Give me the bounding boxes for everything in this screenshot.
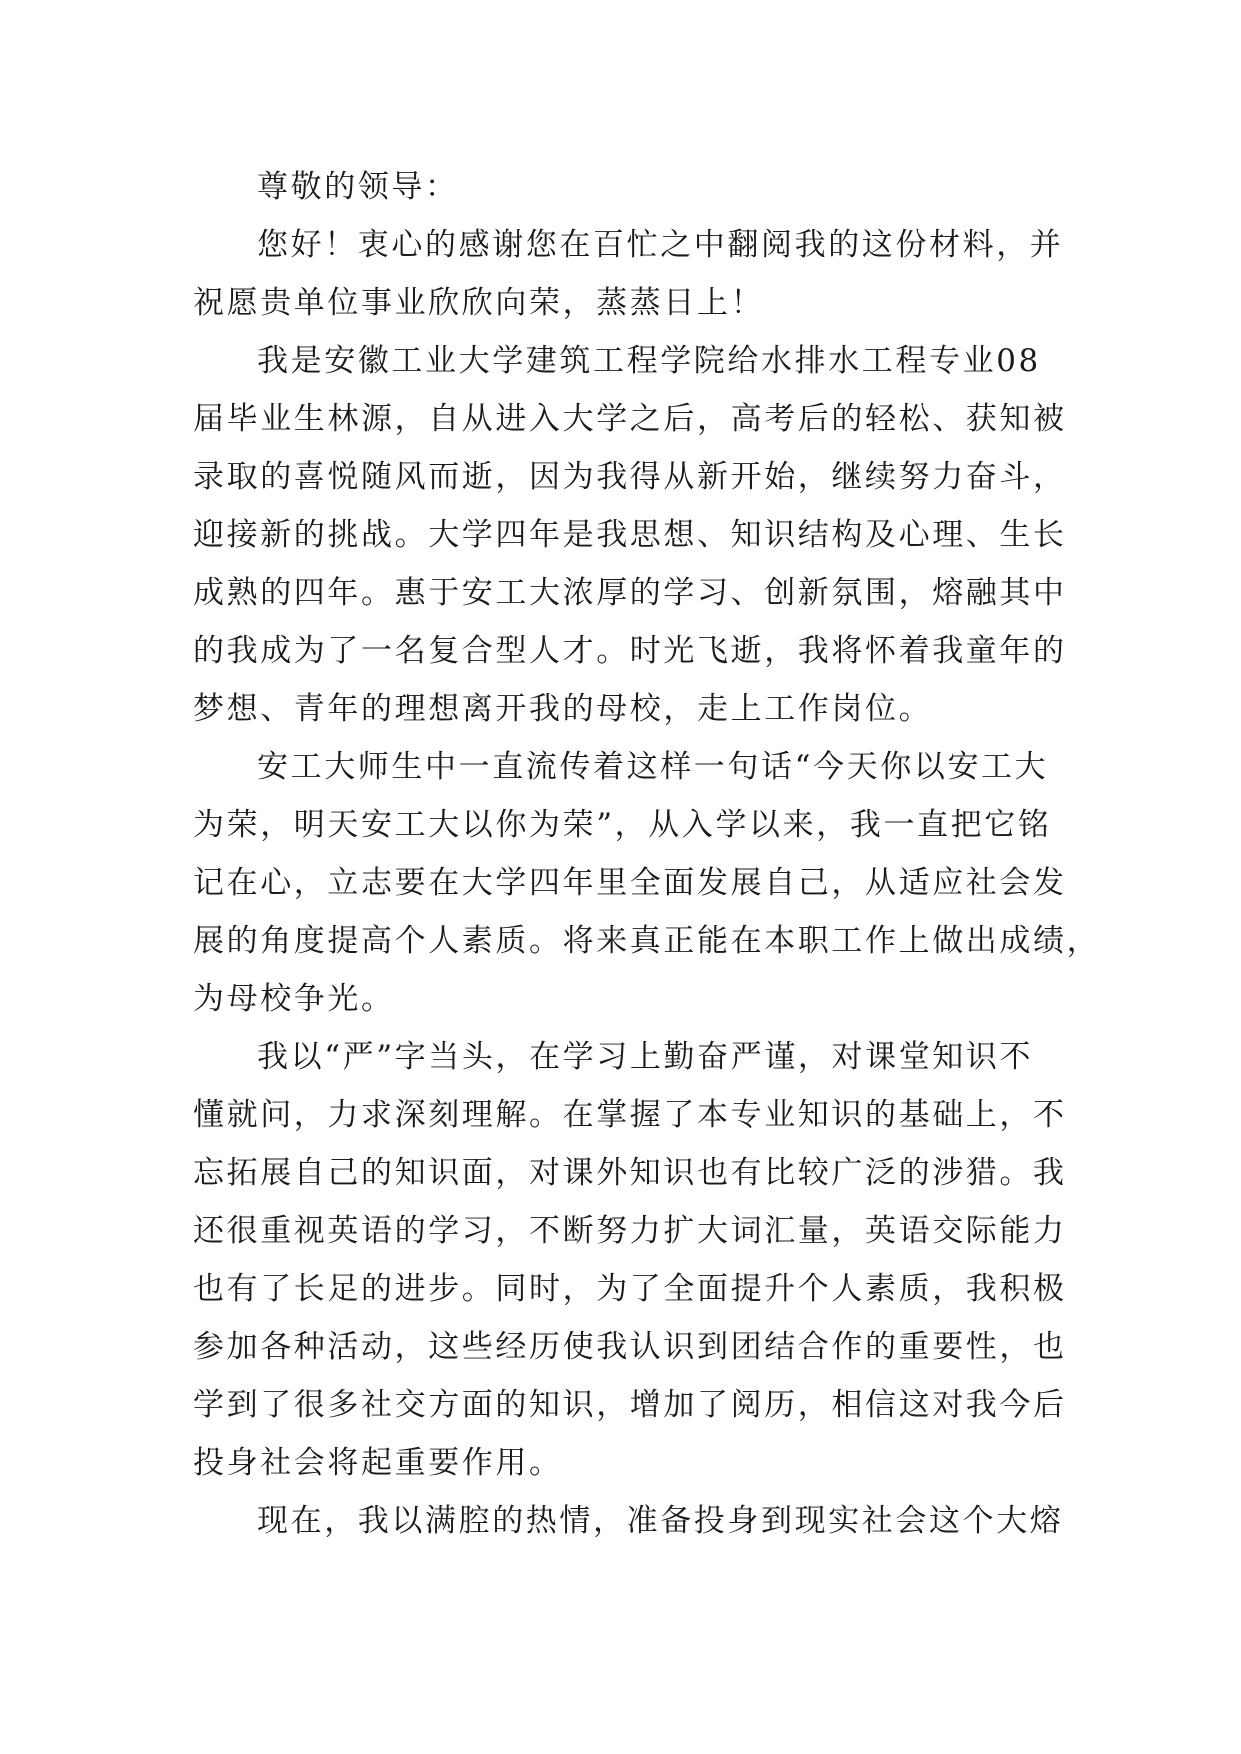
text-line: 也有了长足的进步。同时，为了全面提升个人素质，我积极 xyxy=(193,1271,1067,1307)
text-line: 还很重视英语的学习，不断努力扩大词汇量，英语交际能力 xyxy=(193,1213,1067,1249)
text-line: 您好！衷心的感谢您在百忙之中翻阅我的这份材料，并 xyxy=(257,227,1064,263)
text-line: 投身社会将起重要作用。 xyxy=(193,1445,563,1481)
text-line: 的我成为了一名复合型人才。时光飞逝，我将怀着我童年的 xyxy=(193,633,1067,669)
text-line: 届毕业生林源，自从进入大学之后，高考后的轻松、获知被 xyxy=(193,401,1067,437)
text-line: 展的角度提高个人素质。将来真正能在本职工作上做出成绩， xyxy=(193,923,1101,959)
text-line: 我以“严”字当头，在学习上勤奋严谨，对课堂知识不 xyxy=(257,1039,1034,1075)
letter-body xyxy=(193,158,1101,1550)
text-line: 成熟的四年。惠于安工大浓厚的学习、创新氛围，熔融其中 xyxy=(193,575,1067,611)
text-line: 为母校争光。 xyxy=(193,981,395,1017)
text-line: 懂就问，力求深刻理解。在掌握了本专业知识的基础上，不 xyxy=(193,1097,1067,1133)
text-line: 梦想、青年的理想离开我的母校，走上工作岗位。 xyxy=(193,691,933,727)
text-line: 录取的喜悦随风而逝，因为我得从新开始，继续努力奋斗， xyxy=(193,459,1067,495)
text-line: 记在心，立志要在大学四年里全面发展自己，从适应社会发 xyxy=(193,865,1067,901)
text-line: 为荣，明天安工大以你为荣”，从入学以来，我一直把它铭 xyxy=(193,807,1052,843)
text-line: 忘拓展自己的知识面，对课外知识也有比较广泛的涉猎。我 xyxy=(193,1155,1067,1191)
text-line: 祝愿贵单位事业欣欣向荣，蒸蒸日上！ xyxy=(193,285,765,321)
text-line: 学到了很多社交方面的知识，增加了阅历，相信这对我今后 xyxy=(193,1387,1067,1423)
text-line: 我是安徽工业大学建筑工程学院给水排水工程专业08 xyxy=(257,343,1041,379)
text-line: 迎接新的挑战。大学四年是我思想、知识结构及心理、生长 xyxy=(193,517,1067,553)
text-line: 安工大师生中一直流传着这样一句话“今天你以安工大 xyxy=(257,749,1049,785)
salutation-line: 尊敬的领导： xyxy=(257,169,459,205)
text-line: 参加各种活动，这些经历使我认识到团结合作的重要性，也 xyxy=(193,1329,1067,1365)
text-line: 现在，我以满腔的热情，准备投身到现实社会这个大熔 xyxy=(257,1503,1064,1539)
